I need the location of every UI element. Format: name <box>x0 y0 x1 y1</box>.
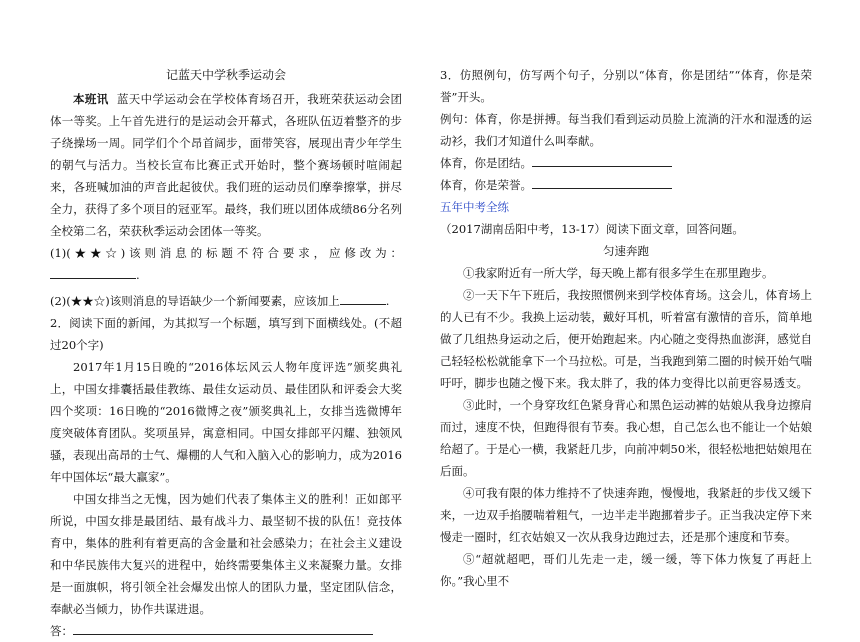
question-2-end: . <box>385 294 390 308</box>
left-column <box>50 64 402 642</box>
imitation-line-1 <box>440 152 812 174</box>
answer-label: 答： <box>50 624 73 638</box>
task-2: 2．阅读下面的新闻，为其拟写一个标题，填写到下面横线处。(不超过20个字) <box>50 316 402 352</box>
article-paragraph-4: ④可我有限的体力维持不了快速奔跑，慢慢地，我紧赶的步伐又缓下来，一边双手掐腰喘着粗气，一边半走半跑挪着步子。正当我决定停下来慢走一圈时，红衣姑娘又一次从我身边跑过去，还是那个速度和节奏。 <box>440 486 812 544</box>
news2-paragraph-2: 中国女排当之无愧，因为她们代表了集体主义的胜利！正如郎平所说，中国女排是最团结、最有战斗力、最坚韧不拔的队伍！竞技体育中，集体的胜利有着更高的含金量和社会感染力；在社会主义建设和中华民族伟大复兴的进程中，始终需要集体主义来凝聚力量。女排是一面旗帜，将引领全社会爆发出惊人的团队力量，坚定团队信念，奉献必当倾力，协作共谋进退。 <box>50 492 402 616</box>
source-line: （2017湖南岳阳中考，13-17）阅读下面文章，回答问题。 <box>440 222 744 236</box>
article-title: 匀速奔跑 <box>603 244 649 258</box>
answer-blank-3[interactable] <box>73 622 373 635</box>
article-paragraph-1: ①我家附近有一所大学，每天晚上都有很多学生在那里跑步。 <box>463 266 774 280</box>
question-1-text: (1)(★★☆)该则消息的标题不符合要求，应修改为： <box>50 246 402 260</box>
answer-blank-4[interactable] <box>532 154 672 167</box>
imitation-line-1-text: 体育，你是团结。 <box>440 156 532 170</box>
right-column <box>440 64 812 592</box>
question-2-text: (2)(★★☆)该则消息的导语缺少一个新闻要素，应该加上 <box>50 294 340 308</box>
task-3: 3．仿照例句，仿写两个句子，分别以“体育，你是团结”“体育，你是荣誉”开头。 <box>440 68 812 104</box>
article-paragraph-3: ③此时，一个身穿玫红色紧身背心和黑色运动裤的姑娘从我身边擦肩而过，速度不快，但跑得很有节奏。我心想，自己怎么也不能让一个姑娘给超了。于是心一横，我紧赶几步，向前冲刺50米，很轻松地把姑娘甩在后面。 <box>440 398 812 478</box>
question-1 <box>50 242 402 286</box>
news-body: 蓝天中学运动会在学校体育场召开，我班荣获运动会团体一等奖。上午首先进行的是运动会开幕式，各班队伍迈着整齐的步子绕操场一周。同学们个个昂首阔步，面带笑容，展现出青少年学生的朝气与活力。当校长宣布比赛正式开始时，整个赛场顿时喧闹起来，各班喊加油的声音此起彼伏。我们班的运动员们摩拳擦掌，拼尽全力，获得了多个项目的冠亚军。最终，我们班以团体成绩86分名列全校第二名，荣获秋季运动会团体一等奖。 <box>50 92 403 238</box>
section-link[interactable]: 五年中考全练 <box>440 200 509 214</box>
answer-line <box>50 620 402 642</box>
news2-paragraph-1: 2017年1月15日晚的“2016体坛风云人物年度评选”颁奖典礼上，中国女排囊括最佳教练、最佳女运动员、最佳团队和评委会大奖四个奖项：16日晚的“2016微博之夜”颁奖典礼上，女排当选微博年度突破体育团队。奖项虽异，寓意相同。中国女排郎平闪耀、独领风骚，表现出高昂的士气、爆棚的人气和入脑入心的影响力，成为2016年中国体坛“最大赢家”。 <box>50 360 402 484</box>
article-paragraph-5: ⑤“超就超吧，哥们儿先走一走，缓一缓，等下体力恢复了再赶上你。”我心里不 <box>440 552 812 588</box>
answer-blank-5[interactable] <box>532 176 672 189</box>
news-paragraph <box>50 88 402 242</box>
example-sentence: 例句：体育，你是拼搏。每当我们看到运动员脸上流淌的汗水和湿透的运动衫，我们才知道什么叫奉献。 <box>440 112 812 148</box>
answer-blank-2[interactable] <box>340 292 386 305</box>
news-label: 本班讯 <box>73 92 109 106</box>
news-title: 记蓝天中学秋季运动会 <box>165 68 286 82</box>
question-1-end: . <box>136 268 140 282</box>
answer-blank-1[interactable] <box>50 266 136 279</box>
imitation-line-2 <box>440 174 812 196</box>
article-paragraph-2: ②一天下午下班后，我按照惯例来到学校体育场。这会儿，体育场上的人已有不少。我换上运动装，戴好耳机，听着富有激情的音乐，简单地做了几组热身运动之后，便开始跑起来。内心随之变得热血澎湃，感觉自己轻轻松松就能拿下一个马拉松。可是，当我跑到第二圈的时候开始气喘吁吁，脚步也随之慢下来。我太胖了，我的体力变得比以前更容易透支。 <box>440 288 812 390</box>
question-2 <box>50 290 402 312</box>
imitation-line-2-text: 体育，你是荣誉。 <box>440 178 532 192</box>
